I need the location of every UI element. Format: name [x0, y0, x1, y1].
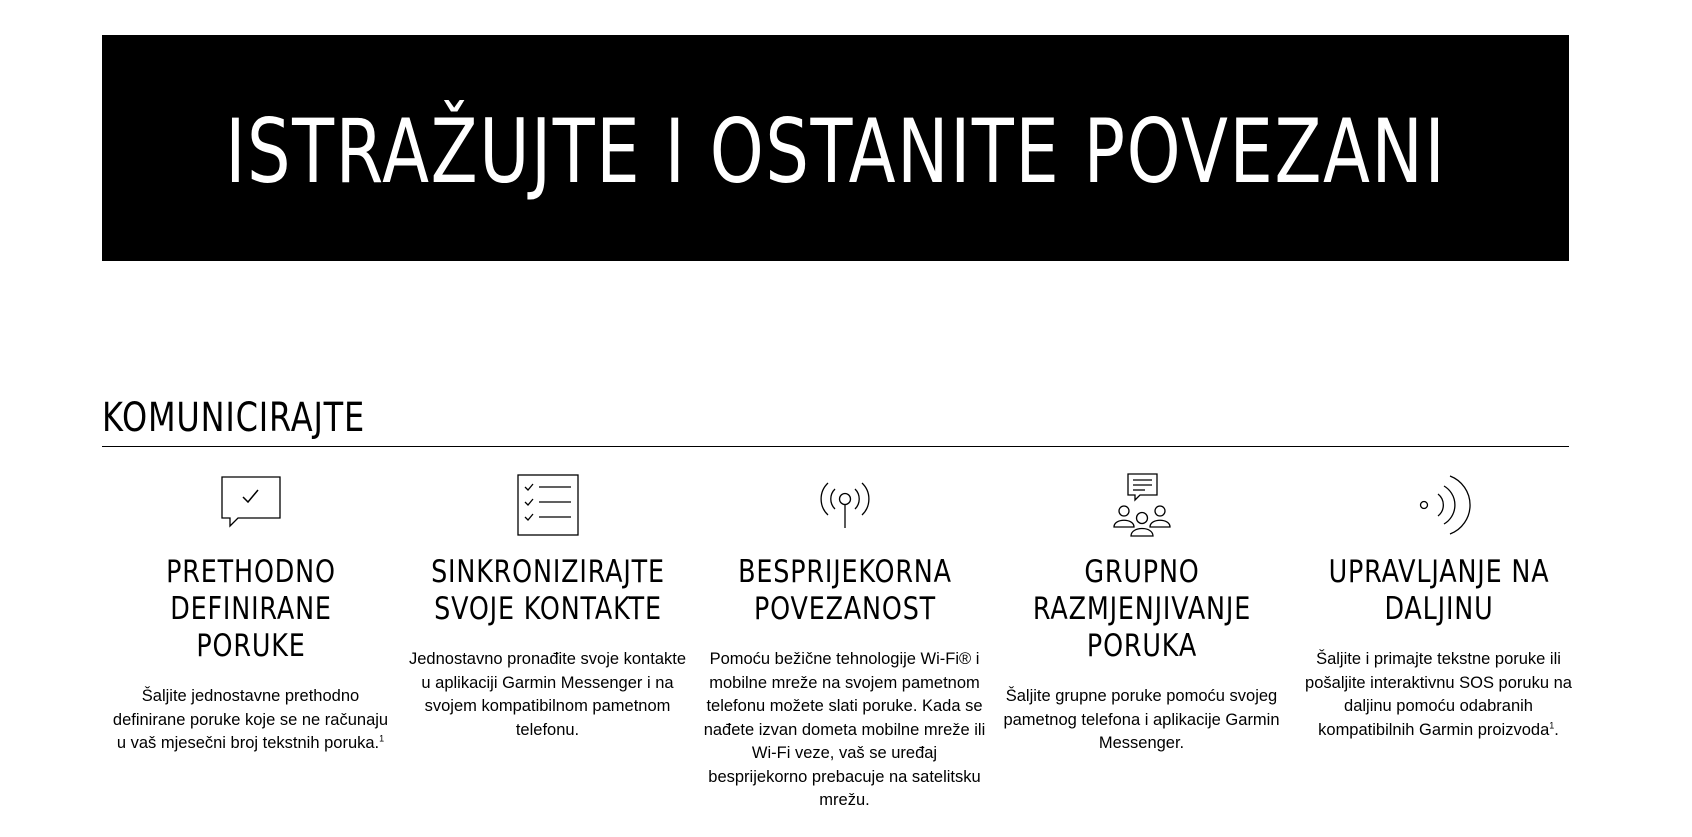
feature-title: PRETHODNO DEFINIRANE PORUKE — [165, 554, 336, 664]
section-title: KOMUNICIRAJTE — [102, 395, 366, 441]
feature-description: Pomoću bežične tehnologije Wi-Fi® i mobilne mreže na svojem pametnom telefonu možete slati poruke. Kada se nađete izvan dometa mobilne mreže ili Wi-Fi veze, vaš se uređaj besprijekorno prebacuje na satelitsku mrežu. — [703, 650, 986, 809]
feature-group-messaging — [993, 470, 1290, 813]
feature-title: UPRAVLJANJE NA DALJINU — [1328, 554, 1549, 627]
feature-title: BESPRIJEKORNA POVEZANOST — [737, 554, 952, 627]
feature-title: SINKRONIZIRAJTE SVOJE KONTAKTE — [430, 554, 665, 627]
feature-description: Jednostavno pronađite svoje kontakte u aplikaciji Garmin Messenger i na svojem kompatibilnom pametnom telefonu. — [408, 650, 687, 739]
group-chat-icon — [1107, 470, 1177, 540]
feature-sync-contacts — [399, 470, 696, 813]
feature-predefined-messages — [102, 470, 399, 813]
feature-title: GRUPNO RAZMJENJIVANJE PORUKA — [1032, 554, 1251, 664]
hero-banner — [102, 35, 1569, 261]
footnote-marker: 1 — [379, 733, 385, 744]
antenna-icon — [810, 470, 880, 540]
feature-seamless-connectivity — [696, 470, 993, 813]
footnote-marker: 1 — [1549, 720, 1555, 730]
chat-check-icon — [216, 470, 286, 540]
feature-description: Šaljite i primajte tekstne poruke ili pošaljite interaktivnu SOS poruku na daljinu pomoću odabranih kompatibilnih Garmin proizvoda$^1$. — [1305, 650, 1572, 739]
feature-list — [102, 470, 1588, 813]
feature-description: Šaljite grupne poruke pomoću svojeg pametnog telefona i aplikacije Garmin Messenger. — [1003, 687, 1280, 752]
signal-waves-icon — [1404, 470, 1474, 540]
feature-remote-control — [1290, 470, 1587, 813]
checklist-icon — [513, 470, 583, 540]
section-divider — [102, 446, 1569, 447]
hero-title: ISTRAŽUJTE I OSTANITE POVEZANI — [224, 99, 1447, 203]
feature-description: Šaljite jednostavne prethodno definirane poruke koje se ne računaju u vaš mjesečni broj tekstnih poruka.$^1$ — [112, 687, 389, 752]
